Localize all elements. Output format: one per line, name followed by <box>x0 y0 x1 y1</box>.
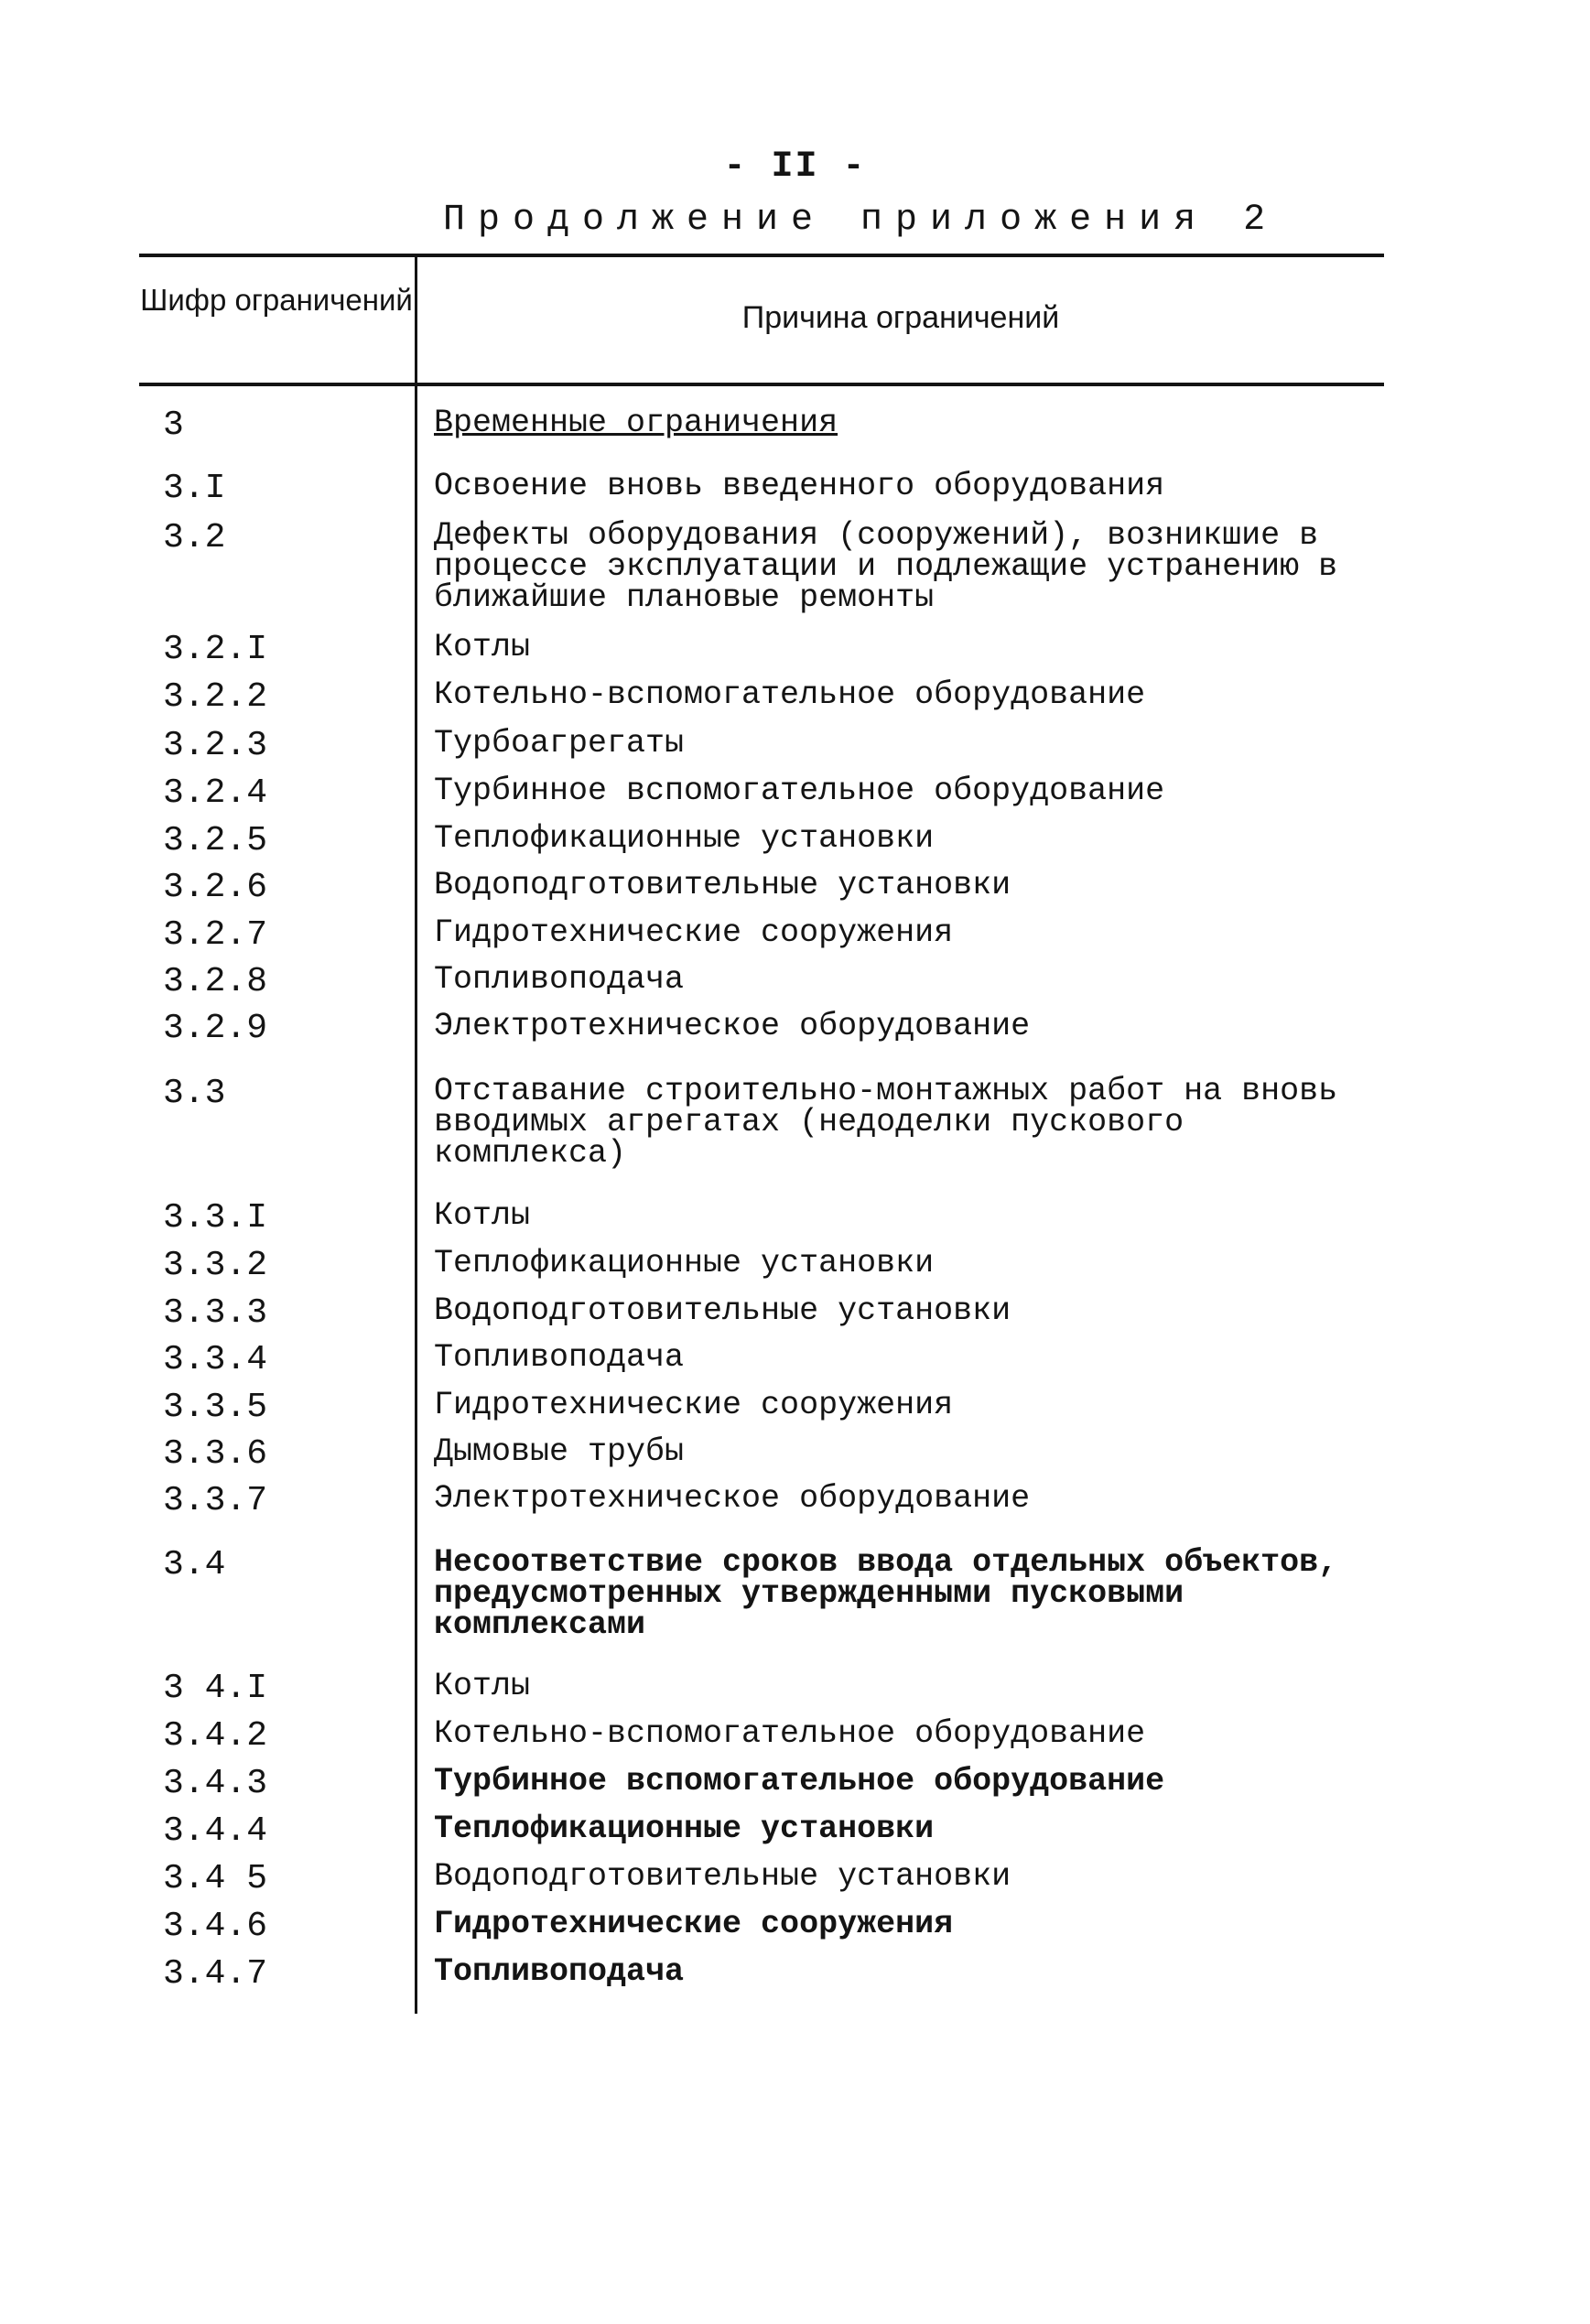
restriction-code: 3.2.6 <box>163 868 268 907</box>
restriction-reason: Котлы <box>434 1668 531 1704</box>
restriction-reason: Котлы <box>434 1197 531 1234</box>
restriction-code: 3.2.9 <box>163 1009 268 1048</box>
restriction-reason: Топливоподача <box>434 1953 685 1990</box>
restriction-reason: Теплофикационные установки <box>434 1811 935 1847</box>
restriction-code: 3.4 <box>163 1545 226 1584</box>
table-header-rule <box>139 383 1384 386</box>
restriction-reason: Электротехническое оборудование <box>434 1480 1031 1517</box>
restriction-reason: Котлы <box>434 629 531 665</box>
restriction-code: 3.2 <box>163 518 226 557</box>
restriction-reason: Котельно-вспомогательное оборудование <box>434 676 1146 713</box>
restriction-reason: Теплофикационные установки <box>434 820 935 857</box>
restriction-code: 3.2.8 <box>163 962 268 1001</box>
restriction-code: 3.4.2 <box>163 1716 268 1756</box>
table-top-rule <box>139 254 1384 257</box>
restriction-reason: Топливоподача <box>434 1339 685 1376</box>
restriction-code: 3.3.6 <box>163 1434 268 1474</box>
restriction-code: 3.2.2 <box>163 677 268 717</box>
restriction-code: 3 4.I <box>163 1669 268 1708</box>
restriction-code: 3.2.5 <box>163 821 268 860</box>
restriction-code: 3.2.I <box>163 630 268 669</box>
restriction-code: 3.3 <box>163 1074 226 1113</box>
restriction-code: 3 <box>163 405 184 445</box>
restriction-reason: Котельно-вспомогательное оборудование <box>434 1715 1146 1752</box>
restriction-reason: Гидротехнические сооружения <box>434 1906 954 1942</box>
restriction-code: 3.3.I <box>163 1198 268 1238</box>
appendix-continuation-title: Продолжение приложения 2 <box>443 200 1279 241</box>
restriction-code: 3.I <box>163 469 226 508</box>
restriction-reason: Дымовые трубы <box>434 1433 685 1470</box>
restriction-reason: Освоение вновь введенного оборудования <box>434 468 1165 504</box>
restriction-reason: Временные ограничения <box>434 405 838 441</box>
column-header-code: Шифр ограничений <box>140 283 413 317</box>
restriction-reason: Электротехническое оборудование <box>434 1008 1031 1044</box>
restriction-code: 3.4 5 <box>163 1859 268 1898</box>
restriction-reason: Водоподготовительные установки <box>434 867 1011 903</box>
restriction-reason: Водоподготовительные установки <box>434 1858 1011 1895</box>
restriction-code: 3.4.7 <box>163 1954 268 1994</box>
column-divider <box>415 254 417 2014</box>
restriction-code: 3.4.3 <box>163 1764 268 1803</box>
restriction-code: 3.2.3 <box>163 726 268 765</box>
restriction-reason: Гидротехнические сооружения <box>434 914 954 951</box>
restriction-code: 3.4.4 <box>163 1811 268 1851</box>
restriction-reason: Водоподготовительные установки <box>434 1292 1011 1329</box>
restriction-code: 3.3.5 <box>163 1388 268 1427</box>
restriction-reason: Дефекты оборудования (сооружений), возникшие в процессе эксплуатации и подлежащие устранению в ближайшие плановые ремонты <box>434 517 1338 616</box>
restriction-code: 3.3.4 <box>163 1340 268 1379</box>
restriction-reason: Несоответствие сроков ввода отдельных объектов, предусмотренных утвержденными пусковыми комплексами <box>434 1544 1338 1643</box>
restriction-code: 3.4.6 <box>163 1907 268 1946</box>
restriction-reason: Топливоподача <box>434 961 685 998</box>
restriction-code: 3.3.2 <box>163 1246 268 1285</box>
restriction-code: 3.3.3 <box>163 1293 268 1333</box>
restriction-code: 3.2.7 <box>163 915 268 955</box>
column-header-reason: Причина ограничений <box>741 300 1060 335</box>
restriction-code: 3.2.4 <box>163 773 268 813</box>
restriction-code: 3.3.7 <box>163 1481 268 1520</box>
restriction-reason: Отставание строительно-монтажных работ на вновь вводимых агрегатах (недоделки пускового комплекса) <box>434 1073 1338 1172</box>
restriction-reason: Гидротехнические сооружения <box>434 1387 954 1423</box>
restriction-reason: Турбинное вспомогательное оборудование <box>434 773 1165 809</box>
restriction-reason: Турбоагрегаты <box>434 725 685 762</box>
restriction-reason: Турбинное вспомогательное оборудование <box>434 1763 1165 1800</box>
restriction-reason: Теплофикационные установки <box>434 1245 935 1281</box>
page-number: - II - <box>723 146 867 188</box>
